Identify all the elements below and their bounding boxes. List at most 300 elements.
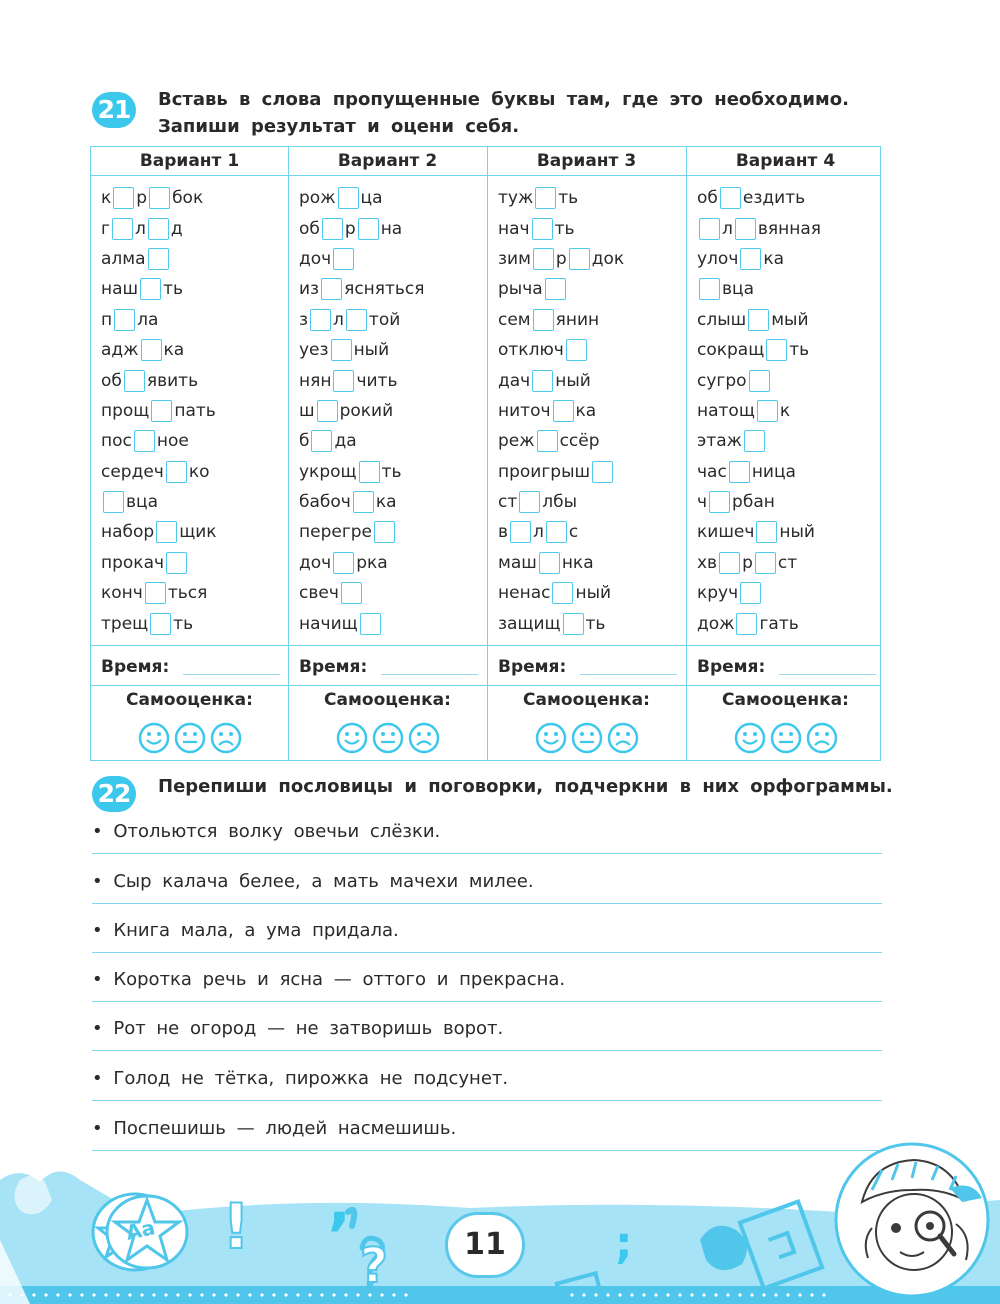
neutral-face-icon[interactable]	[372, 722, 404, 754]
question-mark-icon: ?	[360, 1238, 388, 1294]
word-list	[697, 183, 880, 639]
word-row	[498, 183, 681, 213]
proverb-text: • Сыр калача белее, а мать мачехи милее.	[92, 871, 534, 892]
word-fragment: п	[101, 309, 113, 330]
word-fragment: док	[591, 248, 625, 269]
word-row	[498, 213, 681, 243]
happy-face-icon[interactable]	[336, 722, 368, 754]
word-row	[697, 396, 880, 426]
letter-box[interactable]	[592, 461, 613, 483]
task-22-instruction: Перепиши пословицы и поговорки, подчеркни в них орфограммы.	[158, 776, 893, 797]
letter-box[interactable]	[545, 278, 566, 300]
word-fragment: сем	[498, 309, 531, 330]
sad-face-icon[interactable]	[806, 722, 838, 754]
word-row	[299, 487, 482, 517]
word-fragment: доч	[299, 248, 332, 269]
letter-box[interactable]	[546, 521, 567, 543]
word-fragment: пос	[101, 431, 132, 452]
letter-box[interactable]	[709, 491, 730, 513]
word-fragment: рыча	[498, 279, 543, 300]
proverb-item	[92, 967, 882, 1002]
word-fragment: л	[722, 218, 733, 239]
word-fragment: сердеч	[101, 461, 164, 482]
proverb-item	[92, 1066, 882, 1101]
letter-box[interactable]	[341, 582, 362, 604]
word-row	[299, 365, 482, 395]
word-row	[101, 305, 284, 335]
word-fragment: проигрыш	[498, 461, 591, 482]
proverb-item	[92, 1016, 882, 1051]
word-fragment: сугро	[697, 370, 747, 391]
neutral-face-icon[interactable]	[571, 722, 603, 754]
word-fragment: сокращ	[697, 340, 765, 361]
word-fragment: бок	[172, 188, 204, 209]
word-fragment: ш	[299, 400, 315, 421]
letter-box[interactable]	[719, 552, 740, 574]
word-row	[498, 426, 681, 456]
proverb-text: • Отольются волку овечьи слёзки.	[92, 821, 441, 842]
proverb-text: • Книга мала, а ума придала.	[92, 920, 399, 941]
semicolon-icon: ;	[615, 1218, 633, 1269]
neutral-face-icon[interactable]	[174, 722, 206, 754]
answer-line[interactable]	[92, 1001, 882, 1002]
letter-box[interactable]	[140, 278, 161, 300]
letter-box[interactable]	[148, 248, 169, 270]
time-answer-line[interactable]	[580, 660, 677, 675]
word-row	[299, 213, 482, 243]
word-fragment: ст	[777, 552, 798, 573]
word-list	[299, 183, 482, 639]
word-fragment: чить	[356, 370, 398, 391]
word-fragment: ка	[163, 340, 185, 361]
word-row	[101, 365, 284, 395]
letter-box[interactable]	[112, 218, 133, 240]
word-fragment: л	[533, 522, 544, 543]
self-assessment-label: Самооценка:	[722, 690, 849, 710]
letter-box[interactable]	[150, 613, 171, 635]
word-fragment: к	[101, 188, 112, 209]
variant-column-4	[687, 147, 884, 760]
word-fragment: рка	[356, 552, 388, 573]
word-fragment: рож	[299, 188, 336, 209]
word-fragment: к	[779, 400, 791, 421]
letter-box[interactable]	[740, 582, 761, 604]
word-row	[697, 274, 880, 304]
detective-mascot-icon	[832, 1140, 992, 1300]
letter-box[interactable]	[148, 218, 169, 240]
task-22-number: 22	[92, 776, 136, 812]
word-fragment: вянная	[757, 218, 821, 239]
word-fragment: ться	[167, 583, 208, 604]
sad-face-icon[interactable]	[607, 722, 639, 754]
word-row	[299, 274, 482, 304]
letter-box[interactable]	[310, 309, 331, 331]
time-answer-line[interactable]	[381, 660, 478, 675]
letter-box[interactable]	[510, 521, 531, 543]
letter-box[interactable]	[321, 278, 342, 300]
letter-box[interactable]	[333, 248, 354, 270]
word-fragment: об	[299, 218, 320, 239]
self-assessment-faces	[687, 722, 884, 754]
word-row	[299, 305, 482, 335]
word-fragment: ный	[353, 340, 390, 361]
word-fragment: ница	[751, 461, 796, 482]
answer-line[interactable]	[92, 1050, 882, 1051]
letter-box[interactable]	[317, 400, 338, 422]
word-fragment: об	[101, 370, 122, 391]
letter-box[interactable]	[755, 552, 776, 574]
word-fragment: наш	[101, 279, 139, 300]
variant-header: Вариант 2	[337, 151, 438, 171]
letter-box[interactable]	[359, 461, 380, 483]
word-fragment: вца	[722, 279, 755, 300]
letter-box[interactable]	[729, 461, 750, 483]
word-row	[101, 213, 284, 243]
neutral-face-icon[interactable]	[770, 722, 802, 754]
letter-box[interactable]	[166, 552, 187, 574]
word-fragment: трещ	[101, 613, 149, 634]
time-answer-line[interactable]	[779, 660, 876, 675]
word-fragment: конч	[101, 583, 143, 604]
word-row	[101, 487, 284, 517]
word-row	[697, 305, 880, 335]
variant-column-2	[289, 147, 486, 760]
word-fragment: туж	[498, 188, 534, 209]
word-fragment: ка	[575, 400, 597, 421]
letter-box[interactable]	[539, 552, 560, 574]
word-fragment: явить	[146, 370, 199, 391]
word-fragment: свеч	[299, 583, 339, 604]
word-row	[299, 548, 482, 578]
word-row	[498, 548, 681, 578]
word-row	[498, 365, 681, 395]
time-row	[697, 647, 876, 687]
sad-face-icon[interactable]	[408, 722, 440, 754]
word-row	[101, 335, 284, 365]
time-answer-line[interactable]	[183, 660, 280, 675]
word-row	[697, 335, 880, 365]
word-fragment: р	[742, 552, 753, 573]
word-row	[697, 213, 880, 243]
word-row	[697, 457, 880, 487]
variants-table	[90, 146, 881, 761]
word-row	[299, 335, 482, 365]
word-fragment: ный	[779, 522, 815, 543]
time-row	[101, 647, 280, 687]
word-fragment: нка	[561, 552, 594, 573]
word-fragment: ный	[555, 370, 591, 391]
letter-box[interactable]	[338, 187, 359, 209]
letter-box[interactable]	[322, 218, 343, 240]
letter-box[interactable]	[358, 218, 379, 240]
word-fragment: укрощ	[299, 461, 357, 482]
proverb-text: • Поспешишь — людей насмешишь.	[92, 1118, 457, 1139]
letter-box[interactable]	[141, 339, 162, 361]
variant-header: Вариант 4	[735, 151, 836, 171]
time-row	[498, 647, 677, 687]
word-fragment: б	[299, 431, 310, 452]
word-fragment: круч	[697, 583, 739, 604]
letter-box[interactable]	[134, 430, 155, 452]
letter-box[interactable]	[331, 339, 352, 361]
word-fragment: ка	[763, 248, 785, 269]
word-row	[697, 487, 880, 517]
word-list	[498, 183, 681, 639]
letter-box[interactable]	[735, 218, 756, 240]
aa-badge-text: Aa	[123, 1215, 158, 1245]
word-row	[697, 365, 880, 395]
word-fragment: алма	[101, 248, 146, 269]
word-fragment: уез	[299, 340, 329, 361]
word-fragment: дож	[697, 613, 735, 634]
word-fragment: л	[134, 218, 146, 239]
variant-header: Вариант 3	[536, 151, 637, 171]
letter-box[interactable]	[156, 521, 177, 543]
letter-box[interactable]	[113, 187, 134, 209]
word-row	[101, 183, 284, 213]
letter-box[interactable]	[532, 370, 553, 392]
word-row	[101, 244, 284, 274]
word-fragment: перегре	[299, 522, 373, 543]
letter-box[interactable]	[569, 248, 590, 270]
letter-box[interactable]	[553, 400, 574, 422]
word-fragment: мый	[771, 309, 809, 330]
letter-box[interactable]	[360, 613, 381, 635]
word-row	[498, 487, 681, 517]
word-fragment: ть	[173, 613, 194, 634]
word-fragment: ца	[360, 188, 383, 209]
word-row	[498, 305, 681, 335]
letter-box[interactable]	[333, 370, 354, 392]
word-fragment: ть	[585, 613, 606, 634]
word-row	[498, 396, 681, 426]
self-assessment-faces	[488, 722, 685, 754]
word-fragment: натощ	[697, 400, 755, 421]
word-row	[101, 396, 284, 426]
word-row	[299, 517, 482, 547]
letter-box[interactable]	[535, 187, 556, 209]
word-row	[697, 548, 880, 578]
word-fragment: нач	[498, 218, 530, 239]
letter-box[interactable]	[552, 582, 573, 604]
word-fragment: д	[170, 218, 183, 239]
word-fragment: р	[344, 218, 356, 239]
word-fragment: ссёр	[559, 431, 600, 452]
word-fragment: ясняться	[344, 279, 425, 300]
word-fragment: р	[555, 248, 567, 269]
answer-line[interactable]	[92, 903, 882, 904]
word-fragment: р	[136, 188, 148, 209]
proverb-text: • Рот не огород — не затворишь ворот.	[92, 1018, 504, 1039]
word-fragment: гать	[759, 613, 799, 634]
time-row	[299, 647, 478, 687]
proverb-text: • Коротка речь и ясна — оттого и прекрасна.	[92, 969, 566, 990]
time-label: Время:	[299, 657, 368, 677]
letter-box[interactable]	[748, 309, 769, 331]
letter-box[interactable]	[756, 521, 777, 543]
word-fragment: этаж	[697, 431, 742, 452]
letter-box[interactable]	[532, 218, 553, 240]
word-fragment: ть	[558, 188, 579, 209]
task-21-instruction-line2: Запиши результат и оцени себя.	[158, 116, 520, 137]
comma-icon: ,	[328, 1168, 351, 1238]
letter-box[interactable]	[333, 552, 354, 574]
word-row	[498, 274, 681, 304]
letter-box[interactable]	[720, 187, 741, 209]
variant-column-1	[91, 147, 288, 760]
word-fragment: ть	[789, 340, 810, 361]
happy-face-icon[interactable]	[734, 722, 766, 754]
time-label: Время:	[101, 657, 170, 677]
word-fragment: да	[334, 431, 357, 452]
word-fragment: об	[697, 188, 718, 209]
letter-box[interactable]	[346, 309, 367, 331]
self-assessment-label: Самооценка:	[523, 690, 650, 710]
letter-box[interactable]	[749, 370, 770, 392]
word-fragment: с	[568, 522, 579, 543]
proverb-item	[92, 1116, 882, 1151]
word-fragment: пать	[174, 400, 216, 421]
word-row	[498, 244, 681, 274]
word-fragment: ла	[137, 309, 159, 330]
proverb-item	[92, 869, 882, 904]
answer-line[interactable]	[92, 853, 882, 854]
letter-box[interactable]	[563, 613, 584, 635]
word-fragment: ко	[188, 461, 210, 482]
word-fragment: ть	[163, 279, 184, 300]
word-fragment: г	[101, 218, 110, 239]
variant-header: Вариант 1	[139, 151, 240, 171]
happy-face-icon[interactable]	[138, 722, 170, 754]
letter-box[interactable]	[766, 339, 787, 361]
word-fragment: кишеч	[697, 522, 755, 543]
sad-face-icon[interactable]	[210, 722, 242, 754]
letter-box[interactable]	[166, 461, 187, 483]
word-row	[498, 608, 681, 638]
self-assessment-label: Самооценка:	[324, 690, 451, 710]
word-row	[299, 396, 482, 426]
word-fragment: прощ	[101, 400, 150, 421]
word-row	[299, 457, 482, 487]
word-row	[697, 426, 880, 456]
word-row	[697, 578, 880, 608]
word-fragment: маш	[498, 552, 537, 573]
word-row	[498, 335, 681, 365]
word-fragment: вца	[126, 492, 159, 513]
time-label: Время:	[498, 657, 567, 677]
proverb-text: • Голод не тётка, пирожка не подсунет.	[92, 1068, 509, 1089]
happy-face-icon[interactable]	[535, 722, 567, 754]
word-row	[101, 274, 284, 304]
word-fragment: прокач	[101, 552, 165, 573]
word-row	[299, 608, 482, 638]
word-fragment: ть	[381, 461, 402, 482]
variant-column-3	[488, 147, 685, 760]
letter-box[interactable]	[699, 218, 720, 240]
self-assessment-faces	[289, 722, 486, 754]
word-fragment: янин	[555, 309, 600, 330]
word-row	[101, 608, 284, 638]
word-row	[101, 457, 284, 487]
letter-box[interactable]	[151, 400, 172, 422]
letter-box[interactable]	[699, 278, 720, 300]
letter-box[interactable]	[353, 491, 374, 513]
self-assessment-label: Самооценка:	[126, 690, 253, 710]
word-fragment: в	[498, 522, 509, 543]
word-row	[498, 578, 681, 608]
word-fragment: з	[299, 309, 309, 330]
word-row	[498, 457, 681, 487]
word-fragment: ненас	[498, 583, 551, 604]
word-fragment: отключ	[498, 340, 564, 361]
task-21-number: 21	[92, 92, 136, 128]
word-fragment: набор	[101, 522, 155, 543]
letter-box[interactable]	[124, 370, 145, 392]
word-list	[101, 183, 284, 639]
word-fragment: адж	[101, 340, 139, 361]
word-fragment: нян	[299, 370, 332, 391]
word-fragment: реж	[498, 431, 535, 452]
word-row	[299, 578, 482, 608]
answer-line[interactable]	[92, 952, 882, 953]
time-label: Время:	[697, 657, 766, 677]
letter-box[interactable]	[149, 187, 170, 209]
word-fragment: лбы	[542, 492, 578, 513]
letter-box[interactable]	[757, 400, 778, 422]
letter-box[interactable]	[374, 521, 395, 543]
word-row	[697, 517, 880, 547]
word-fragment: щик	[179, 522, 217, 543]
word-row	[101, 578, 284, 608]
word-row	[697, 608, 880, 638]
letter-box[interactable]	[114, 309, 135, 331]
word-fragment: дач	[498, 370, 531, 391]
word-row	[498, 517, 681, 547]
letter-box[interactable]	[537, 430, 558, 452]
letter-box[interactable]	[533, 248, 554, 270]
letter-box[interactable]	[519, 491, 540, 513]
word-fragment: из	[299, 279, 320, 300]
answer-line[interactable]	[92, 1150, 882, 1151]
letter-box[interactable]	[744, 430, 765, 452]
word-fragment: зим	[498, 248, 531, 269]
word-fragment: на	[380, 218, 403, 239]
letter-box[interactable]	[311, 430, 332, 452]
answer-line[interactable]	[92, 1100, 882, 1101]
letter-box[interactable]	[533, 309, 554, 331]
word-fragment: ный	[575, 583, 612, 604]
word-row	[697, 183, 880, 213]
letter-box[interactable]	[566, 339, 587, 361]
word-fragment: улоч	[697, 248, 739, 269]
letter-box[interactable]	[740, 248, 761, 270]
word-fragment: ст	[498, 492, 518, 513]
word-fragment: доч	[299, 552, 332, 573]
self-assessment-faces	[91, 722, 288, 754]
word-fragment: л	[333, 309, 344, 330]
word-fragment: бабоч	[299, 492, 351, 513]
letter-box[interactable]	[736, 613, 757, 635]
word-row	[101, 517, 284, 547]
word-fragment: ное	[156, 431, 189, 452]
page-number: 11	[445, 1212, 525, 1278]
letter-box[interactable]	[103, 491, 124, 513]
word-fragment: рокий	[339, 400, 394, 421]
word-row	[697, 244, 880, 274]
letter-box[interactable]	[145, 582, 166, 604]
word-fragment: той	[368, 309, 401, 330]
word-fragment: начищ	[299, 613, 358, 634]
